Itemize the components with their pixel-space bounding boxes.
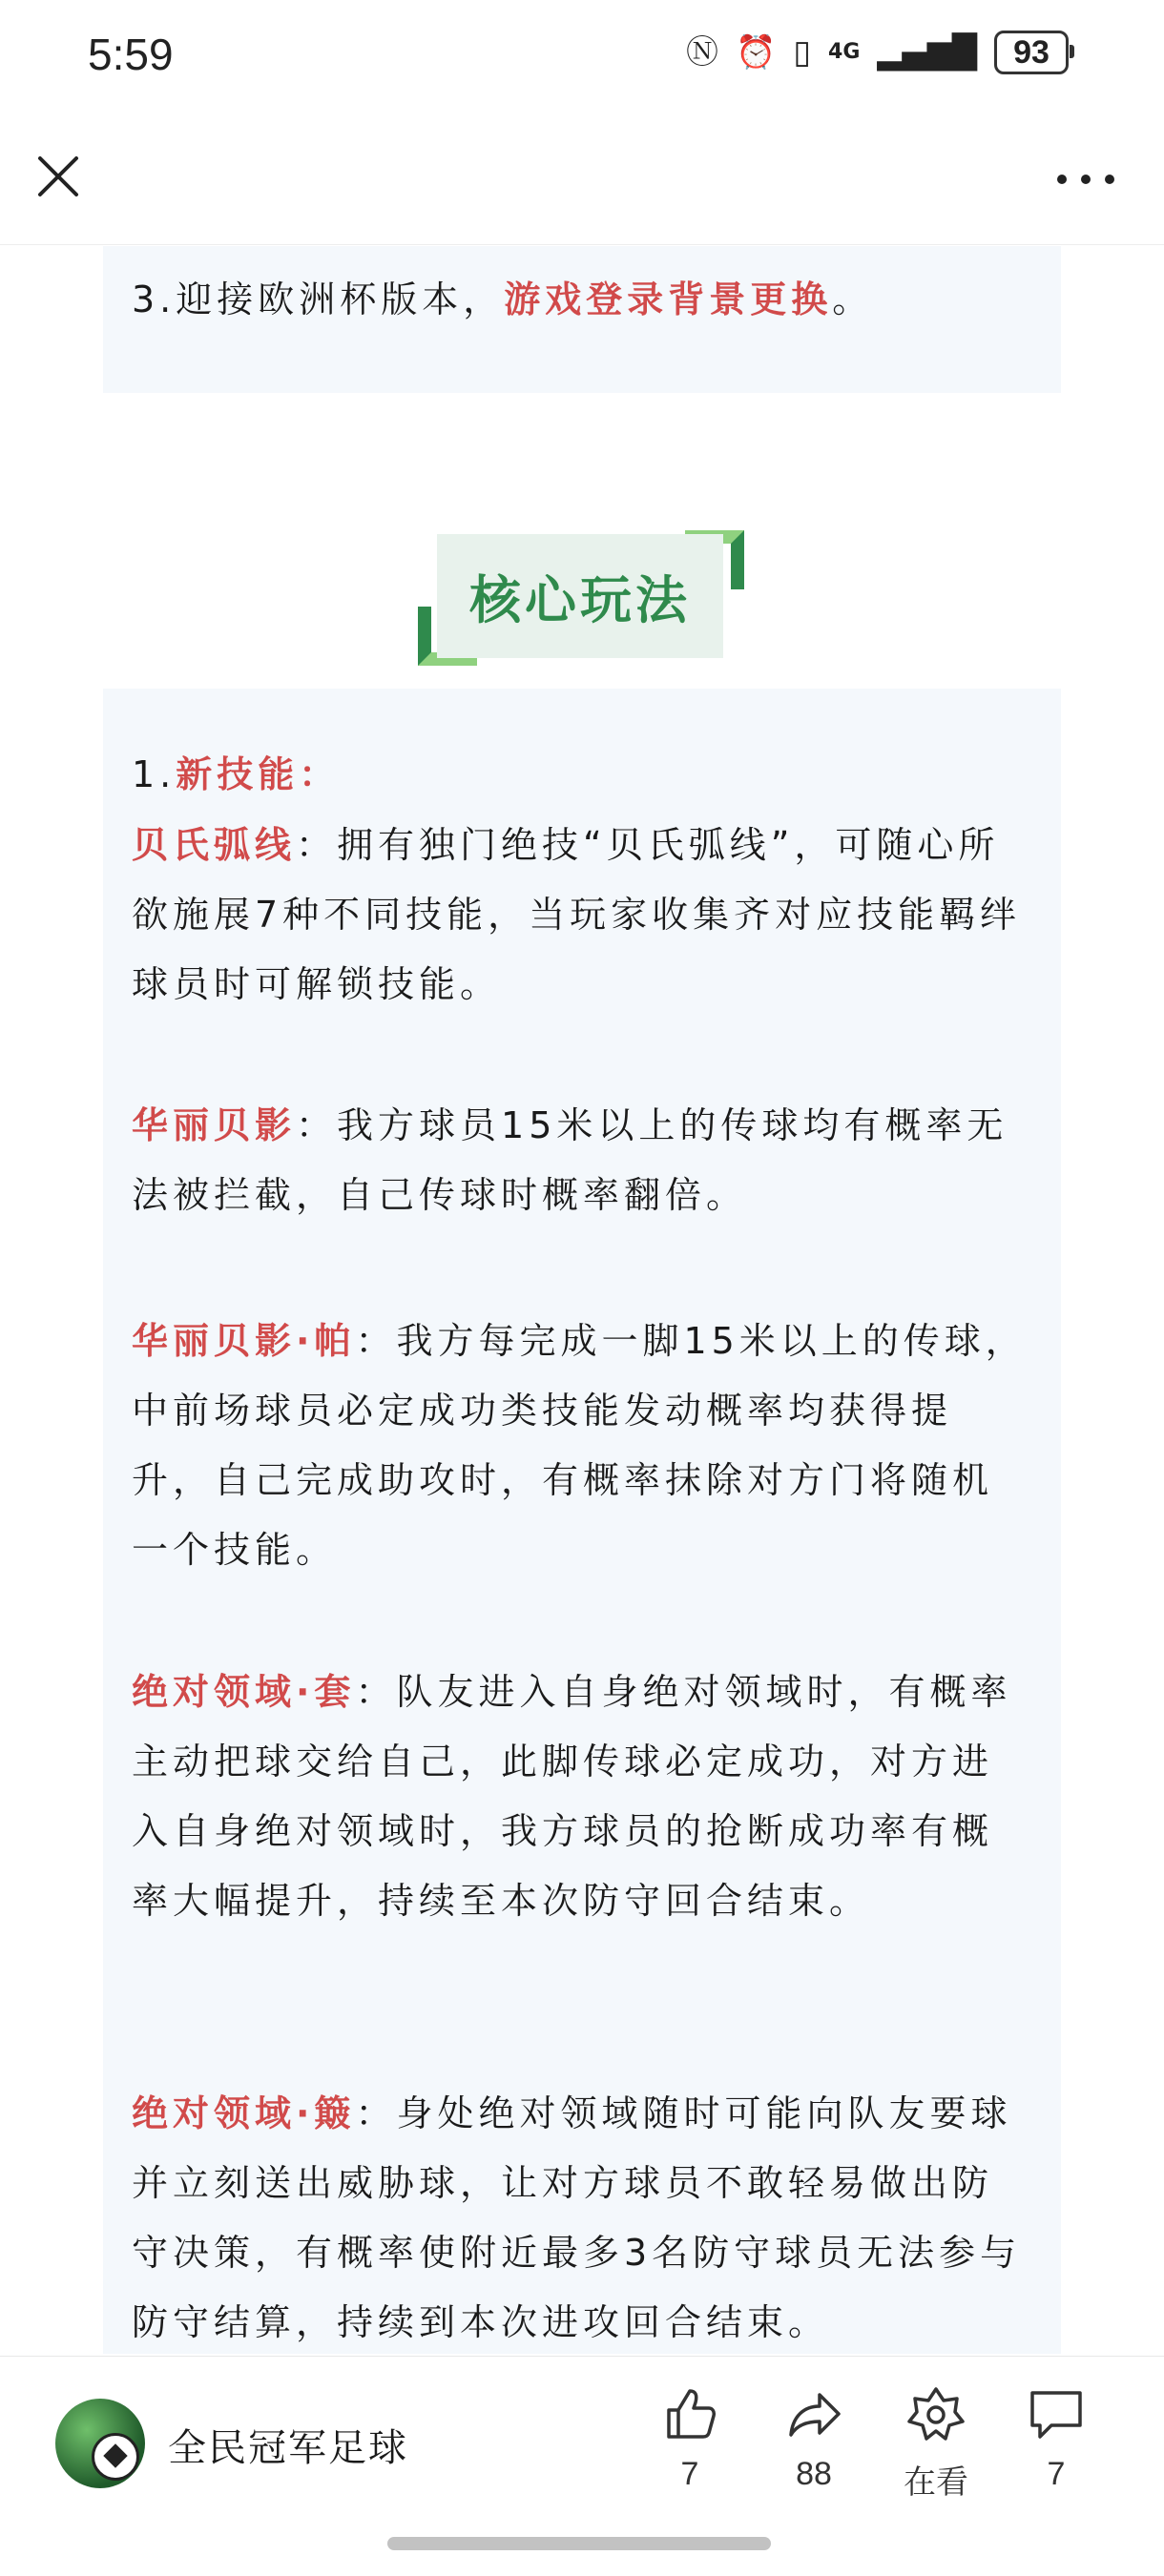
list-header-number: 1. (132, 753, 177, 795)
skill-desc: ：拥有独门绝技“贝氏弧线”，可随心所欲施展7种不同技能，当玩家收集齐对应技能羁绊球员时可解锁技能。 (132, 824, 1022, 1005)
signal-icon: ▂▄▆█ (877, 33, 977, 72)
thumbs-up-icon (661, 2385, 718, 2442)
status-icons (686, 31, 1069, 74)
skill-name: 绝对领域·套 (132, 1671, 356, 1713)
network-type-label: 4G (828, 40, 861, 64)
skill-name: 华丽贝影 (132, 1104, 297, 1146)
home-indicator[interactable] (387, 2537, 771, 2550)
skill-desc: ：身处绝对领域随时可能向队友要球并立刻送出威胁球，让对方球员不敢轻易做出防守决策，有概率使附近最多3名防守球员无法参与防守结算，持续到本次进攻回合结束。 (132, 2092, 1022, 2343)
intro-item (132, 265, 1032, 335)
list-header (132, 740, 1032, 810)
skill-desc: ：队友进入自身绝对领域时，有概率主动把球交给自己，此脚传球必定成功，对方进入自身绝对领域时，我方球员的抢断成功率有概率大幅提升，持续至本次防守回合结束。 (132, 1671, 1012, 1922)
intro-item-suffix: 。 (832, 278, 874, 320)
watching-label: 在看 (904, 2464, 968, 2501)
account-name[interactable]: 全民冠军足球 (168, 2426, 408, 2470)
alarm-icon: ⏰ (735, 33, 777, 72)
more-dot (1081, 175, 1091, 184)
share-count: 88 (796, 2456, 832, 2492)
comment-count: 7 (1047, 2456, 1066, 2492)
status-time: 5:59 (88, 30, 174, 79)
skill-name: 贝氏弧线 (132, 824, 297, 866)
like-button[interactable] (637, 2385, 742, 2493)
comment-bubble-icon (1027, 2385, 1086, 2442)
skill-desc: ：我方每完成一脚15米以上的传球，中前场球员必定成功类技能发动概率均获得提升，自己完成助攻时，有概率抹除对方门将随机一个技能。 (132, 1320, 1027, 1571)
nfc-icon: Ⓝ (685, 33, 718, 72)
skill-name: 绝对领域·簸 (132, 2092, 356, 2134)
status-bar (0, 0, 1164, 114)
heading-box (437, 534, 723, 658)
share-arrow-icon (785, 2385, 842, 2442)
skill-paragraph (132, 811, 1032, 1020)
section-heading-text: 核心玩法 (469, 569, 691, 630)
section-heading (418, 530, 744, 666)
vibrate-icon: ▯ (793, 33, 812, 72)
intro-item-highlight: 游戏登录背景更换 (504, 278, 833, 320)
watching-star-icon (907, 2385, 965, 2442)
close-button[interactable] (34, 153, 82, 200)
intro-item-prefix: 3.迎接欧洲杯版本， (132, 278, 505, 320)
battery-icon (994, 31, 1069, 74)
more-dot (1057, 175, 1067, 184)
skill-paragraph (132, 1658, 1032, 1936)
more-options-button[interactable] (1057, 170, 1114, 189)
watching-button[interactable] (883, 2385, 988, 2503)
share-button[interactable] (761, 2385, 866, 2493)
like-count: 7 (680, 2456, 699, 2492)
skill-paragraph (132, 2079, 1032, 2358)
battery-level: 93 (1013, 34, 1050, 71)
skill-paragraph (132, 1307, 1032, 1585)
account-avatar[interactable] (55, 2399, 145, 2488)
more-dot (1105, 175, 1114, 184)
skill-name: 华丽贝影·帕 (132, 1320, 356, 1362)
close-icon (34, 153, 82, 200)
skill-desc: ：我方球员15米以上的传球均有概率无法被拦截，自己传球时概率翻倍。 (132, 1104, 1008, 1216)
comment-button[interactable] (1004, 2385, 1109, 2493)
skill-paragraph (132, 1091, 1032, 1230)
soccer-ball-icon (92, 2433, 139, 2481)
top-bar (0, 114, 1164, 245)
list-header-title: 新技能： (176, 753, 341, 795)
